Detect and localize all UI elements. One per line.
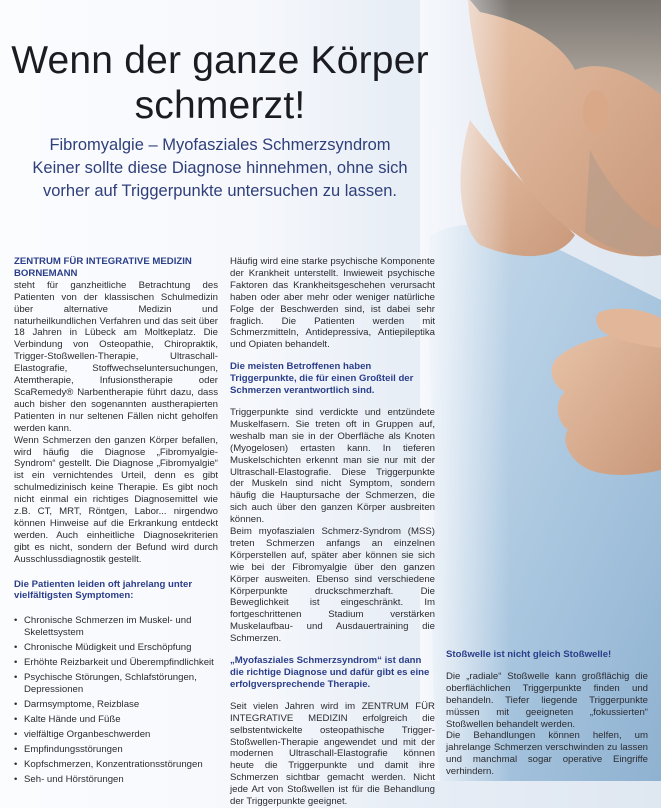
mss-paragraph: Beim myofaszialen Schmerz-Syndrom (MSS) treten Schmerzen anfangs an einzelnen Körperstellen auf, später aber können sie sich wie bei der Fibromyalgie über den ganzen Körper ausweiten. Ebenso sind verschiedene Körperpunkte druckschmerzhaft. Die Beweglichkeit ist eingeschränkt. Im fortgeschrittenen Stadium verstärken Muskelaufbau- und Ausdauertraining die Schmerzen. <box>230 526 435 645</box>
fibromyalgia-paragraph: Wenn Schmerzen den ganzen Körper befallen, wird häufig die Diagnose „Fibromyalgie-Syndrom“ gestellt. Die Diagnose „Fibromyalgie“ ist ein vernichtendes Urteil, denn es gibt schulmedizinisch keine Therapie. Es gibt noch nicht einmal ein richtiges Diagnosemittel wie z.B. CT, MRT, Röntgen, Labor... nirgendwo können Hinweise auf die Erkrankung entdeckt werden. Auch einheitliche Diagnosekriterien gibt es nicht, sondern der Befund wird durch Ausschlussdiagnostik gestellt. <box>14 434 218 565</box>
treatment-paragraph: Die Behandlungen können helfen, um jahrelange Schmerzen verschwinden zu lassen und manchmal sogar operative Eingriffe verhindern. <box>446 730 648 778</box>
diagnosis-heading: „Myofasziales Schmerzsyndrom“ ist dann die richtige Diagnose und dafür gibt es eine erfolgversprechende Therapie. <box>230 655 430 690</box>
shockwave-paragraph: Die „radiale“ Stoßwelle kann großflächig die oberflächlichen Triggerpunkte finden und behandeln. Tiefer liegende Triggerpunkte müssen mit geeigneten „fokussierten“ Stoßwellen behandelt werden. <box>446 670 648 730</box>
org-heading: ZENTRUM FÜR INTEGRATIVE MEDIZIN BORNEMANN <box>14 256 192 279</box>
psyche-paragraph: Häufig wird eine starke psychische Komponente der Krankheit unterstellt. Inwieweit psychische Faktoren das Krankheitsgeschehen verursacht haben oder aber mehr oder weniger natürliche Folge der Beschwerden sind, ist dabei sehr fraglich. Die Patienten werden mit Schmerzmitteln, Antidepressiva, Antiepileptika und Opiaten behandelt. <box>230 256 435 351</box>
column-middle <box>230 256 435 808</box>
column-left <box>14 256 218 789</box>
list-item: • Psychische Störungen, Schlafstörungen, Depressionen <box>14 672 218 696</box>
list-item: • vielfältige Organbeschwerden <box>14 729 218 741</box>
shockwave-heading: Stoßwelle ist nicht gleich Stoßwelle! <box>446 649 612 660</box>
page-title: Wenn der ganze Körper schmerzt! <box>11 39 429 127</box>
subtitle-line-2: Keiner sollte diese Diagnose hinnehmen, ohne sich <box>32 159 408 177</box>
list-item: • Empfindungsstörungen <box>14 744 218 756</box>
list-item: • Kopfschmerzen, Konzentrationsstörungen <box>14 759 218 771</box>
list-item: • Chronische Müdigkeit und Erschöpfung <box>14 642 218 654</box>
subtitle-line-3: vorher auf Triggerpunkte untersuchen zu lassen. <box>42 182 398 200</box>
trigger-heading: Die meisten Betroffenen haben Triggerpunkte, die für einen Großteil der Schmerzen verantwortlich sind. <box>230 361 414 397</box>
list-item: • Seh- und Hörstörungen <box>14 774 218 786</box>
symptoms-list <box>14 615 218 786</box>
column-right <box>446 649 648 778</box>
list-item: • Kalte Hände und Füße <box>14 714 218 726</box>
list-item: • Erhöhte Reizbarkeit und Überempfindlichkeit <box>14 657 218 669</box>
therapy-paragraph: Seit vielen Jahren wird im ZENTRUM FÜR INTEGRATIVE MEDIZIN erfolgreich die selbstentwickelte osteopathische Trigger-Stoßwellen-Therapie angewendet und mit der modernen Ultraschall-Elastografie können heute die Triggerpunkte und damit ihre Schmerzen sichtbar gemacht werden. Nicht jede Art von Stoßwellen ist für die Behandlung der Triggerpunkte geeignet. <box>230 700 435 808</box>
intro-paragraph: steht für ganzheitliche Betrachtung des Patienten von der klassischen Schulmedizin über alternative Medizin und naturheilkundlichen Verfahren und das seit über 18 Jahren in Lübeck am Moltkeplatz. Die Verbindung von Osteopathie, Chiropraktik, Trigger-Stoßwellen-Therapie, Ultraschall-Elastografie, Stoffwechseluntersuchungen, Atemtherapie, Infusionstherapie oder ScaRemedy® Narbentherapie führt dazu, dass auch bisher den sogenannten austherapierten Patienten in nur seltenen Fällen nicht geholfen werden kann. <box>14 279 218 434</box>
list-item: • Chronische Schmerzen im Muskel- und Skelettsystem <box>14 615 218 639</box>
symptoms-heading: Die Patienten leiden oft jahrelang unter vielfältigsten Symptomen: <box>14 578 193 602</box>
subtitle-line-1: Fibromyalgie – Myofasziales Schmerzsyndrom <box>49 136 391 154</box>
subtitle <box>30 134 410 203</box>
list-item: • Darmsymptome, Reizblase <box>14 699 218 711</box>
triggerpoints-paragraph: Triggerpunkte sind verdickte und entzündete Muskelfasern. Sie treten oft in Gruppen auf, weshalb man sie in der Oberfläche als Knoten (Myogelosen) ertasten kann. In tieferen Muskelschichten erkennt man sie nur mit der Ultraschall-Elastografie. Diese Triggerpunkte der Muskeln sind nicht Symptom, sondern häufig die Hauptursache der Schmerzen, die sich auch über den ganzen Körper ausbreiten können. <box>230 406 435 526</box>
